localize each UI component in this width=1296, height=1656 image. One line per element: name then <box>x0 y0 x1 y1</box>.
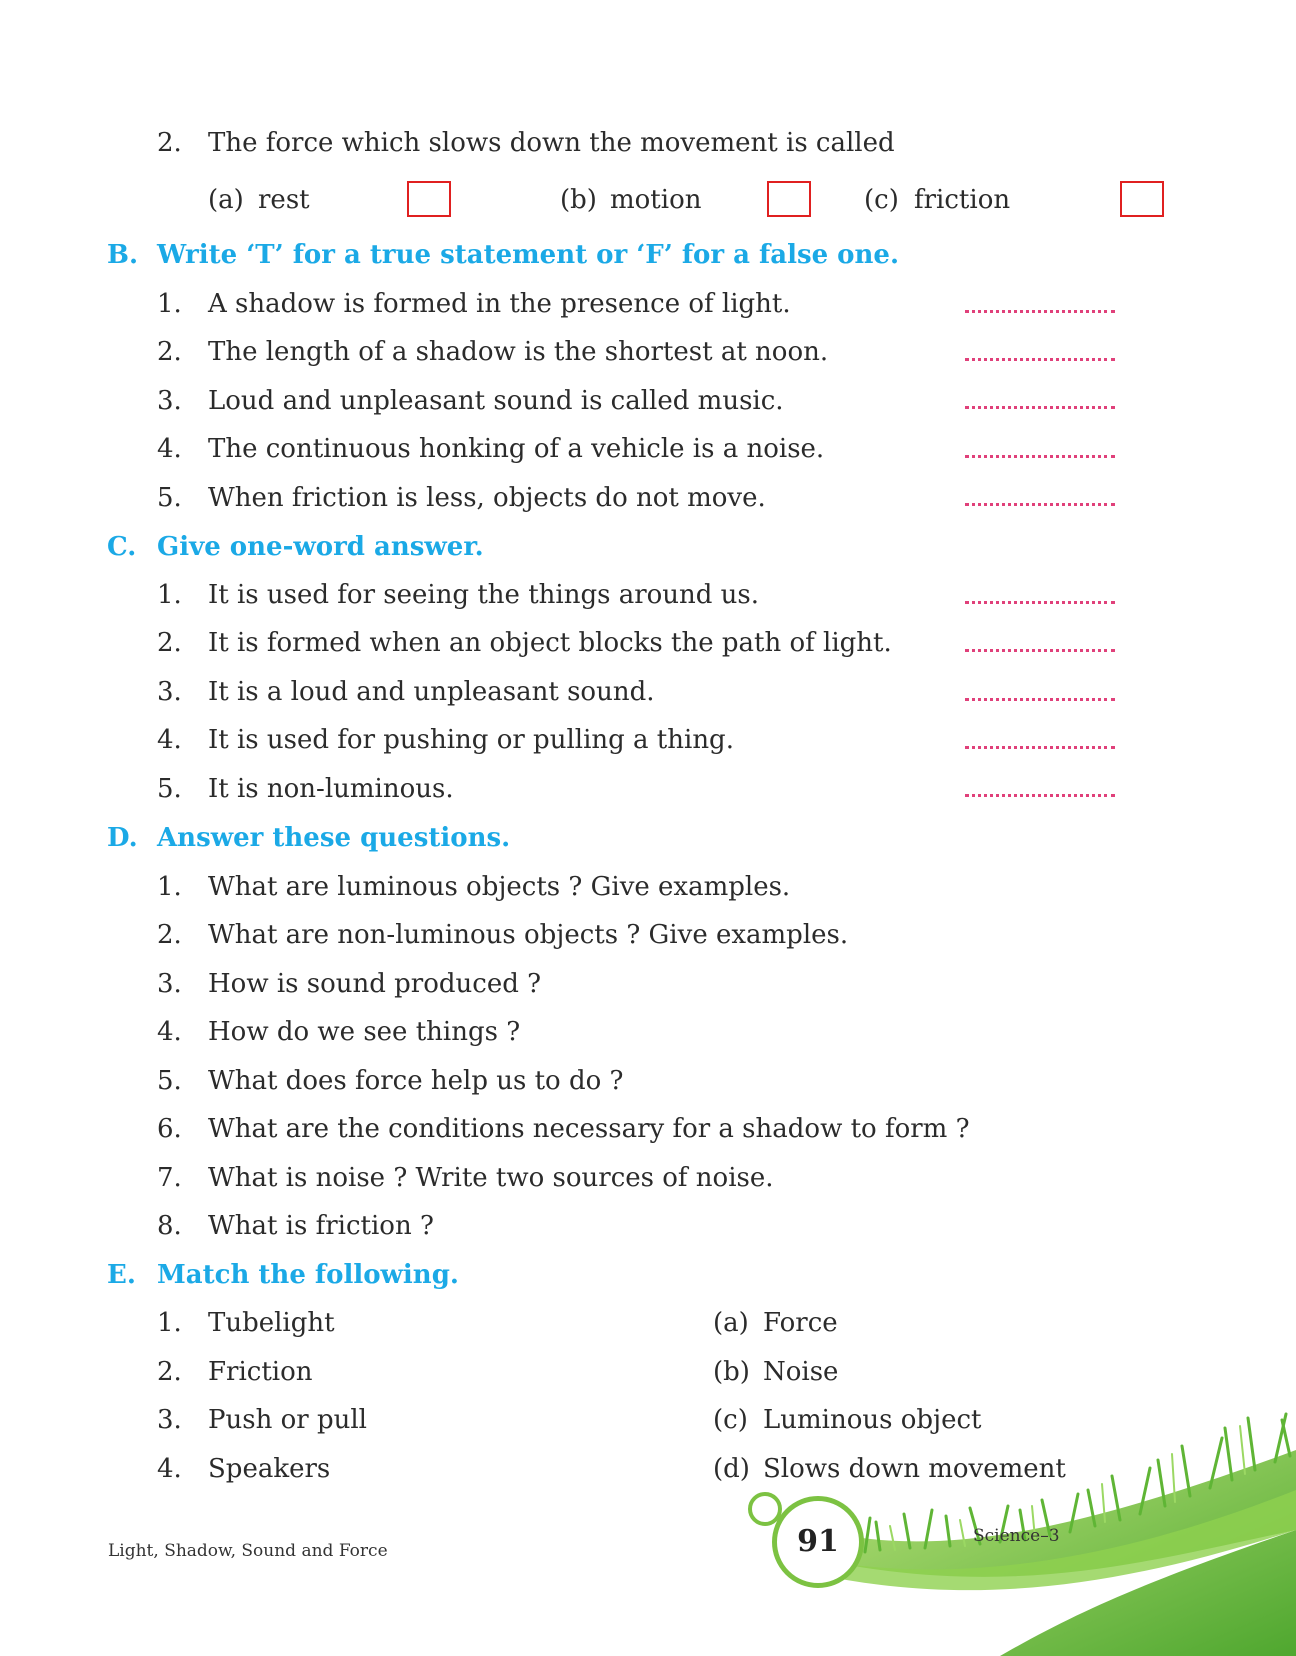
question-number: 6. <box>157 1114 182 1144</box>
question-text: How do we see things ? <box>208 1017 521 1047</box>
item-number: 4. <box>157 725 182 755</box>
option-label: (b) <box>560 185 597 215</box>
item-text: It is used for seeing the things around us. <box>208 580 760 610</box>
match-left-text: Tubelight <box>208 1308 335 1338</box>
checkbox-option-a[interactable] <box>407 181 451 217</box>
question-number: 3. <box>157 969 182 999</box>
match-left-text: Speakers <box>208 1454 331 1484</box>
option-text: rest <box>258 185 310 215</box>
item-number: 5. <box>157 774 182 804</box>
item-number: 1. <box>157 289 182 319</box>
item-number: 1. <box>157 580 182 610</box>
option-label: (c) <box>864 185 899 215</box>
item-number: 3. <box>157 677 182 707</box>
match-right-text: Slows down movement <box>763 1454 1066 1484</box>
checkbox-option-b[interactable] <box>767 181 811 217</box>
question-number: 1. <box>157 872 182 902</box>
answer-blank[interactable] <box>965 310 1115 313</box>
section-label: D. <box>107 823 138 853</box>
question-text: What is friction ? <box>208 1211 434 1241</box>
section-label: E. <box>107 1260 136 1290</box>
item-text: It is non-luminous. <box>208 774 454 804</box>
match-left-text: Friction <box>208 1357 313 1387</box>
item-number: 3. <box>157 386 182 416</box>
question-text: How is sound produced ? <box>208 969 542 999</box>
item-number: 5. <box>157 483 182 513</box>
page-number: 91 <box>772 1496 864 1588</box>
answer-blank[interactable] <box>965 649 1115 652</box>
section-title: Match the following. <box>157 1260 459 1290</box>
option-text: motion <box>610 185 702 215</box>
answer-blank[interactable] <box>965 455 1115 458</box>
question-number: 2. <box>157 128 182 158</box>
item-number: 2. <box>157 337 182 367</box>
chapter-title: Light, Shadow, Sound and Force <box>108 1541 388 1561</box>
item-text: It is formed when an object blocks the path of light. <box>208 628 892 658</box>
answer-blank[interactable] <box>965 698 1115 701</box>
item-number: 4. <box>157 434 182 464</box>
question-number: 5. <box>157 1066 182 1096</box>
answer-blank[interactable] <box>965 406 1115 409</box>
item-text: The continuous honking of a vehicle is a noise. <box>208 434 825 464</box>
answer-blank[interactable] <box>965 601 1115 604</box>
match-right-label: (c) <box>713 1405 748 1435</box>
answer-blank[interactable] <box>965 503 1115 506</box>
question-number: 7. <box>157 1163 182 1193</box>
match-right-text: Force <box>763 1308 838 1338</box>
item-text: The length of a shadow is the shortest at noon. <box>208 337 829 367</box>
answer-blank[interactable] <box>965 358 1115 361</box>
book-title: Science–3 <box>973 1526 1060 1546</box>
question-text: What are the conditions necessary for a shadow to form ? <box>208 1114 970 1144</box>
option-text: friction <box>914 185 1011 215</box>
section-label: B. <box>107 240 139 270</box>
question-text: What are luminous objects ? Give examples. <box>208 872 791 902</box>
section-title: Give one-word answer. <box>157 532 484 562</box>
item-text: When friction is less, objects do not move. <box>208 483 766 513</box>
question-text: What are non-luminous objects ? Give examples. <box>208 920 849 950</box>
checkbox-option-c[interactable] <box>1120 181 1164 217</box>
match-left-number: 4. <box>157 1454 182 1484</box>
match-left-number: 2. <box>157 1357 182 1387</box>
item-text: It is a loud and unpleasant sound. <box>208 677 655 707</box>
match-left-number: 3. <box>157 1405 182 1435</box>
question-text: What is noise ? Write two sources of noise. <box>208 1163 774 1193</box>
question-text: What does force help us to do ? <box>208 1066 624 1096</box>
match-right-label: (b) <box>713 1357 750 1387</box>
match-right-label: (a) <box>713 1308 749 1338</box>
item-text: A shadow is formed in the presence of light. <box>208 289 791 319</box>
match-left-text: Push or pull <box>208 1405 367 1435</box>
section-label: C. <box>107 532 137 562</box>
match-right-text: Luminous object <box>763 1405 982 1435</box>
question-text: The force which slows down the movement is called <box>208 128 895 158</box>
match-left-number: 1. <box>157 1308 182 1338</box>
question-number: 2. <box>157 920 182 950</box>
answer-blank[interactable] <box>965 794 1115 797</box>
section-title: Answer these questions. <box>157 823 511 853</box>
item-text: Loud and unpleasant sound is called music. <box>208 386 784 416</box>
item-number: 2. <box>157 628 182 658</box>
answer-blank[interactable] <box>965 746 1115 749</box>
match-right-text: Noise <box>763 1357 839 1387</box>
item-text: It is used for pushing or pulling a thing. <box>208 725 734 755</box>
section-title: Write ‘T’ for a true statement or ‘F’ for a false one. <box>157 240 900 270</box>
match-right-label: (d) <box>713 1454 750 1484</box>
question-number: 4. <box>157 1017 182 1047</box>
option-label: (a) <box>208 185 244 215</box>
question-number: 8. <box>157 1211 182 1241</box>
